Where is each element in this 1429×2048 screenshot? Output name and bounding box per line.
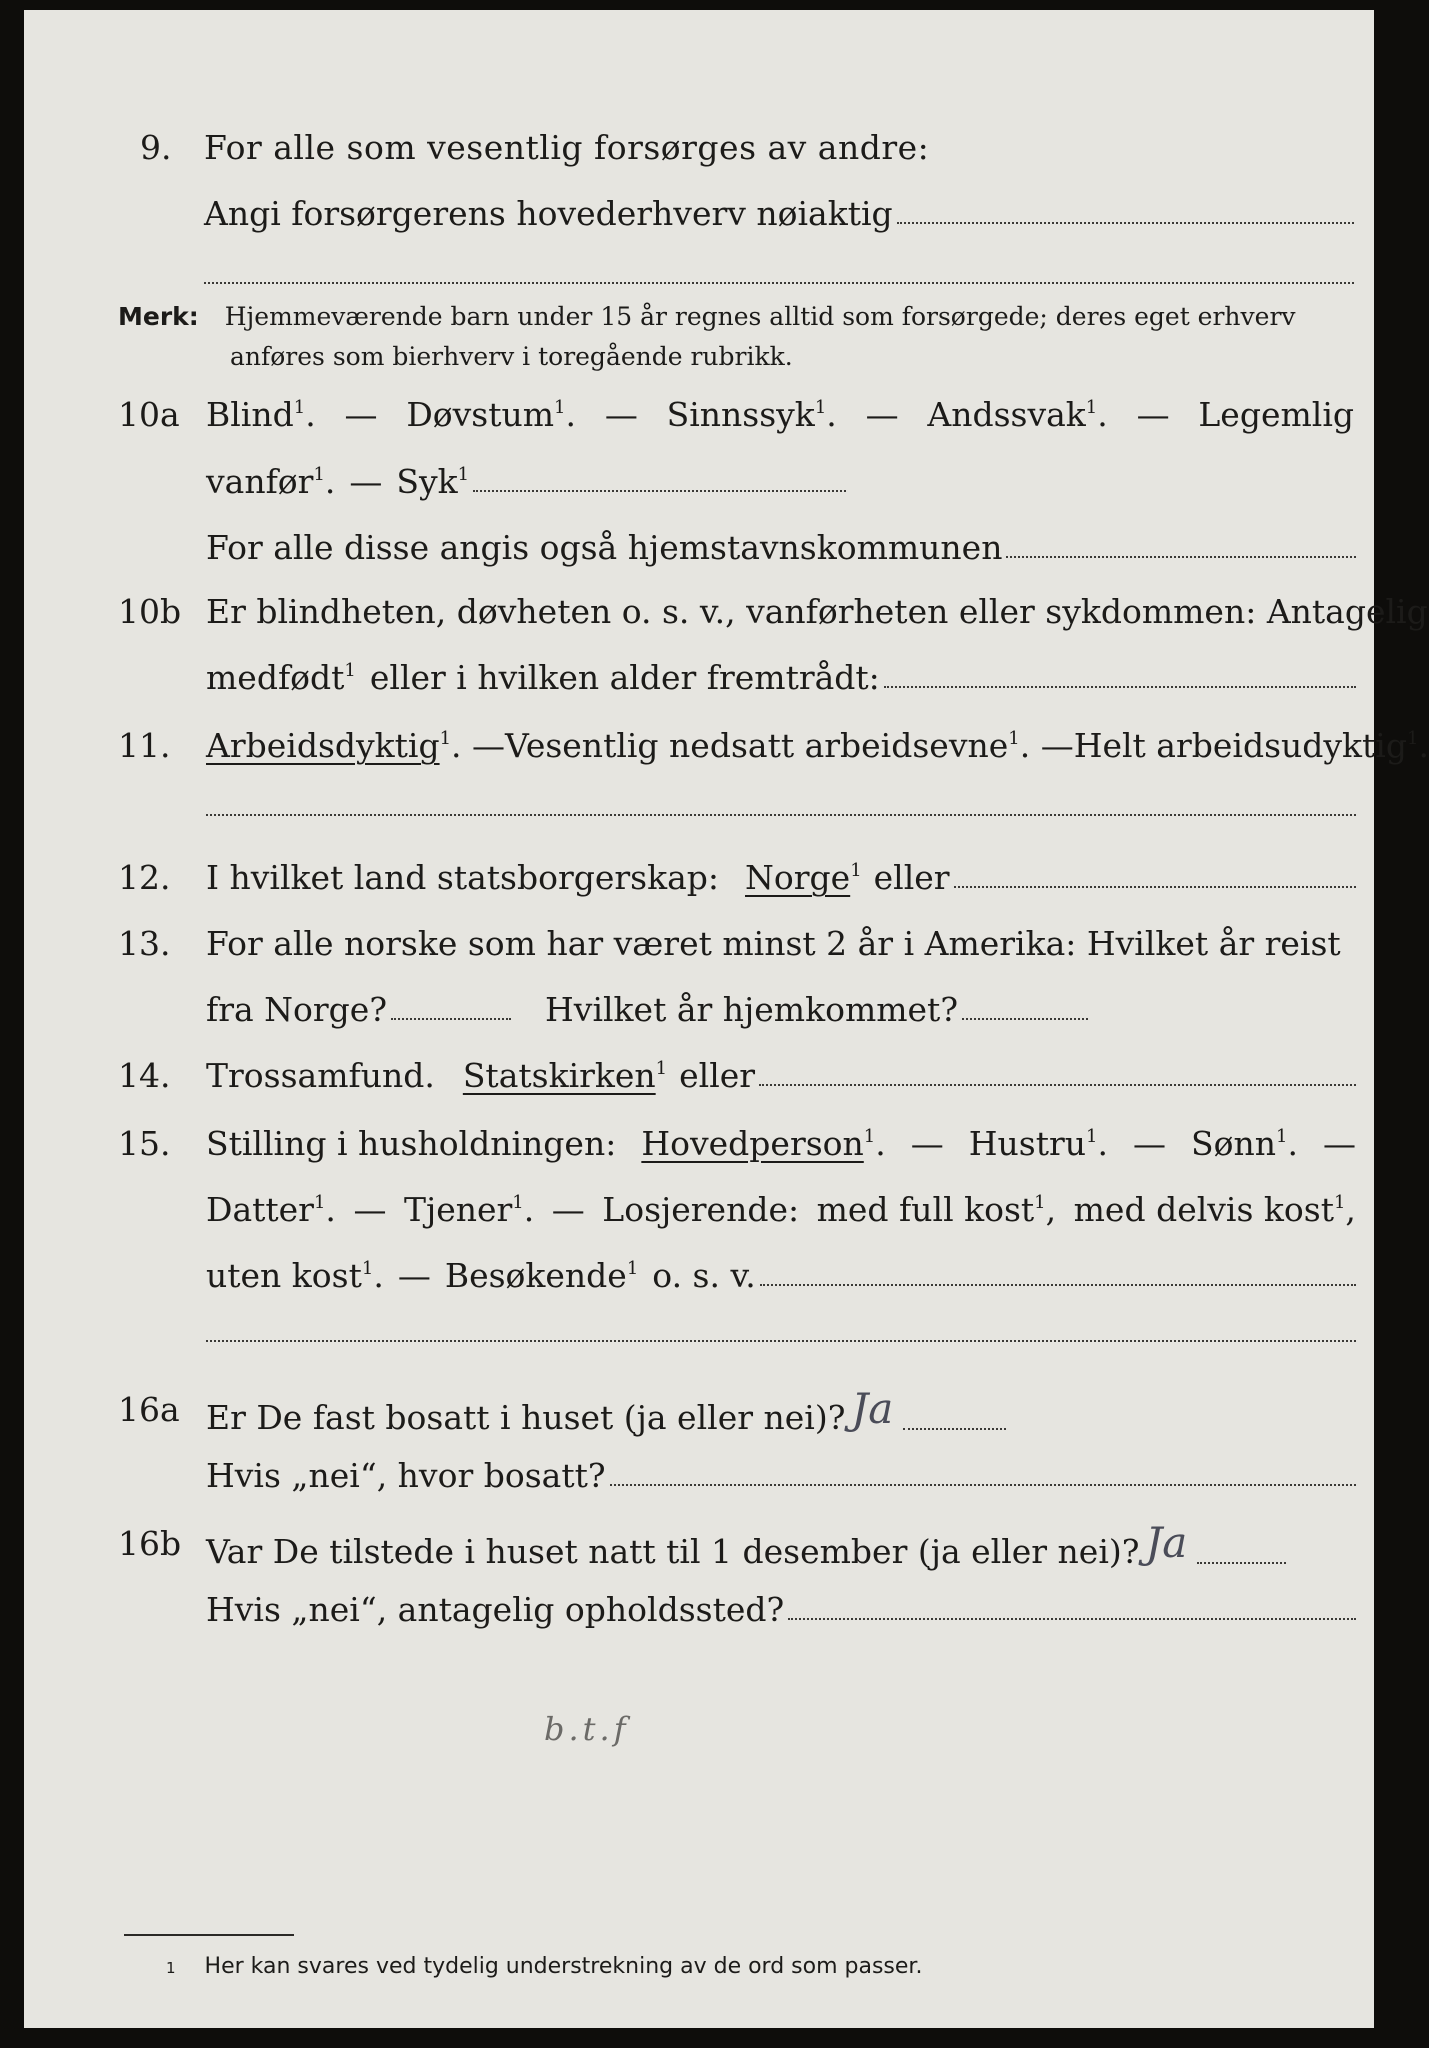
merk-note bbox=[118, 302, 1296, 331]
q16b-number: 16b bbox=[118, 1524, 182, 1563]
q14-number: 14. bbox=[118, 1056, 171, 1095]
dash: — bbox=[1136, 395, 1170, 434]
q15-sonn[interactable]: Sønn$^1$. bbox=[1191, 1124, 1298, 1163]
dash: — bbox=[910, 1124, 944, 1163]
q10a-blind[interactable]: Blind$^1$. bbox=[206, 395, 316, 434]
q13-text: For alle norske som har været minst 2 år i Amerika: Hvilket år reist bbox=[206, 924, 1341, 963]
q11-extra-line[interactable] bbox=[206, 814, 1356, 816]
q11-arbeidsdyktig[interactable]: Arbeidsdyktig$^1$. — bbox=[206, 726, 506, 765]
q10a-line2 bbox=[206, 462, 846, 501]
q12-norge[interactable]: Norge$^1$ bbox=[745, 858, 862, 897]
q15-datter[interactable]: Datter$^1$. bbox=[206, 1190, 336, 1229]
q10a-dovstum[interactable]: Døvstum$^1$. bbox=[406, 395, 576, 434]
form-page bbox=[24, 10, 1429, 2028]
q11-line1 bbox=[206, 726, 1429, 765]
q16a-answer-line[interactable] bbox=[903, 1428, 1006, 1430]
q15-hovedperson[interactable]: Hovedperson$^1$. bbox=[641, 1124, 886, 1163]
q10a-hjemstavn: For alle disse angis også hjemstavnskommunen bbox=[206, 528, 1003, 567]
q10a-sinnssyk[interactable]: Sinnssyk$^1$. bbox=[666, 395, 837, 434]
footnote-rule bbox=[124, 1934, 294, 1936]
footnote bbox=[166, 1954, 922, 1979]
q16b-line1 bbox=[206, 1518, 1286, 1573]
q10a-andssvak[interactable]: Andssvak$^1$. bbox=[927, 395, 1108, 434]
q15-uten-kost[interactable]: uten kost$^1$. bbox=[206, 1256, 384, 1295]
dash: — bbox=[397, 1256, 431, 1295]
q12-number: 12. bbox=[118, 858, 171, 897]
q15-line1 bbox=[206, 1124, 1356, 1163]
q10a-line1 bbox=[206, 395, 1354, 434]
q16a-number: 16a bbox=[118, 1390, 180, 1429]
q15-line2 bbox=[206, 1190, 1356, 1229]
q10a-number: 10a bbox=[118, 395, 180, 434]
q16a-text2: Hvis „nei“, hvor bosatt? bbox=[206, 1456, 606, 1495]
q10a-legemlig[interactable]: Legemlig bbox=[1198, 395, 1354, 434]
q15-tjener[interactable]: Tjener$^1$. bbox=[403, 1190, 535, 1229]
q13-hjemkommet-line[interactable] bbox=[962, 1018, 1088, 1020]
q12-eller: eller bbox=[873, 858, 950, 897]
q12-line1 bbox=[206, 858, 1356, 897]
q10b-line2 bbox=[206, 658, 1356, 697]
q15-losjerende: Losjerende: bbox=[602, 1190, 800, 1229]
q15-besokende[interactable]: Besøkende$^1$ bbox=[444, 1256, 639, 1295]
q10a-hjemstavn-line[interactable] bbox=[1006, 556, 1356, 558]
q12-text: I hvilket land statsborgerskap: bbox=[206, 858, 720, 897]
q16b-handwritten-answer: Ja bbox=[1145, 1518, 1188, 1567]
q16a-handwritten-answer: Ja bbox=[851, 1384, 894, 1433]
dash: — bbox=[604, 395, 638, 434]
q10a-line3 bbox=[206, 528, 1356, 567]
merk-text2: anføres som bierhverv i toregående rubrikk. bbox=[230, 342, 793, 371]
q15-hustru[interactable]: Hustru$^1$. bbox=[968, 1124, 1108, 1163]
footnote-text: Her kan svares ved tydelig understrekning av de ord som passer. bbox=[204, 1954, 923, 1979]
q16a-text: Er De fast bosatt i huset (ja eller nei)? bbox=[206, 1398, 846, 1437]
q10b-answer-line[interactable] bbox=[884, 686, 1356, 688]
q13-fra-norge: fra Norge? bbox=[206, 990, 388, 1029]
q15-full-kost[interactable]: med full kost$^1$, bbox=[816, 1190, 1057, 1229]
q13-reist-line[interactable] bbox=[391, 1018, 511, 1020]
dash: — bbox=[344, 395, 378, 434]
q9-extra-line[interactable] bbox=[204, 282, 1354, 284]
q15-delvis-kost[interactable]: med delvis kost$^1$, bbox=[1073, 1190, 1356, 1229]
q16b-text: Var De tilstede i huset natt til 1 desember (ja eller nei)? bbox=[206, 1532, 1140, 1571]
merk-label: Merk: bbox=[118, 302, 199, 331]
q16a-line2 bbox=[206, 1456, 1356, 1495]
q15-extra-line[interactable] bbox=[206, 1340, 1356, 1342]
q11-number: 11. bbox=[118, 726, 171, 765]
q10b-text2: eller i hvilken alder fremtrådt: bbox=[369, 658, 880, 697]
dash: — bbox=[1322, 1124, 1356, 1163]
dash: — bbox=[1133, 1124, 1166, 1163]
q15-number: 15. bbox=[118, 1124, 171, 1163]
dash: — bbox=[349, 462, 383, 501]
q9-text2: Angi forsørgerens hovederhverv nøiaktig bbox=[204, 194, 893, 233]
q11-vesentlig[interactable]: Vesentlig nedsatt arbeidsevne$^1$. — bbox=[505, 726, 1074, 765]
q9-line2 bbox=[204, 194, 1354, 233]
q9-answer-line[interactable] bbox=[897, 222, 1354, 224]
q15-answer-line[interactable] bbox=[760, 1284, 1356, 1286]
merk-note-line2 bbox=[230, 342, 793, 371]
q10a-syk[interactable]: Syk$^1$ bbox=[396, 462, 470, 501]
q10b-number: 10b bbox=[118, 592, 182, 631]
dash: — bbox=[551, 1190, 585, 1229]
q14-line1 bbox=[206, 1056, 1356, 1095]
q11-helt[interactable]: Helt arbeidsudyktig$^1$. bbox=[1073, 726, 1429, 765]
merk-text1: Hjemmeværende barn under 15 år regnes alltid som forsørgede; deres eget erhverv bbox=[224, 302, 1296, 331]
footnote-number: 1 bbox=[166, 1959, 176, 1977]
q9-line1 bbox=[204, 128, 1354, 167]
q16b-answer-line[interactable] bbox=[1197, 1562, 1286, 1564]
q10b-line1 bbox=[206, 592, 1428, 631]
q10b-medfodt[interactable]: medfødt$^1$ bbox=[206, 658, 356, 697]
q13-line1 bbox=[206, 924, 1356, 963]
q14-statskirken[interactable]: Statskirken$^1$ bbox=[462, 1056, 668, 1095]
q15-osv: o. s. v. bbox=[652, 1256, 756, 1295]
q10b-text: Er blindheten, døvheten o. s. v., vanførheten eller sykdommen: Antagelig bbox=[206, 592, 1428, 631]
q16b-line2 bbox=[206, 1590, 1356, 1629]
q9-text: For alle som vesentlig forsørges av andre: bbox=[204, 128, 930, 167]
q15-line3 bbox=[206, 1256, 1356, 1295]
q16a-bosatt-line[interactable] bbox=[610, 1484, 1356, 1486]
q9-number: 9. bbox=[140, 128, 172, 167]
q10a-vanfor[interactable]: vanfør$^1$. bbox=[206, 462, 336, 501]
q16b-text2: Hvis „nei“, antagelig opholdssted? bbox=[206, 1590, 785, 1629]
q16b-opholdssted-line[interactable] bbox=[788, 1618, 1356, 1620]
q13-number: 13. bbox=[118, 924, 171, 963]
q16a-line1 bbox=[206, 1384, 1006, 1439]
q15-stilling: Stilling i husholdningen: bbox=[206, 1124, 617, 1163]
q14-eller: eller bbox=[679, 1056, 756, 1095]
q13-line2 bbox=[206, 990, 1106, 1029]
q14-text: Trossamfund. bbox=[206, 1056, 435, 1095]
q12-answer-line[interactable] bbox=[954, 886, 1356, 888]
dash: — bbox=[865, 395, 899, 434]
dash: — bbox=[353, 1190, 387, 1229]
q14-answer-line[interactable] bbox=[759, 1084, 1356, 1086]
faint-marks: b.t.f bbox=[544, 1710, 630, 1748]
q13-hjemkommet: Hvilket år hjemkommet? bbox=[545, 990, 959, 1029]
q10a-answer-line[interactable] bbox=[473, 490, 846, 492]
